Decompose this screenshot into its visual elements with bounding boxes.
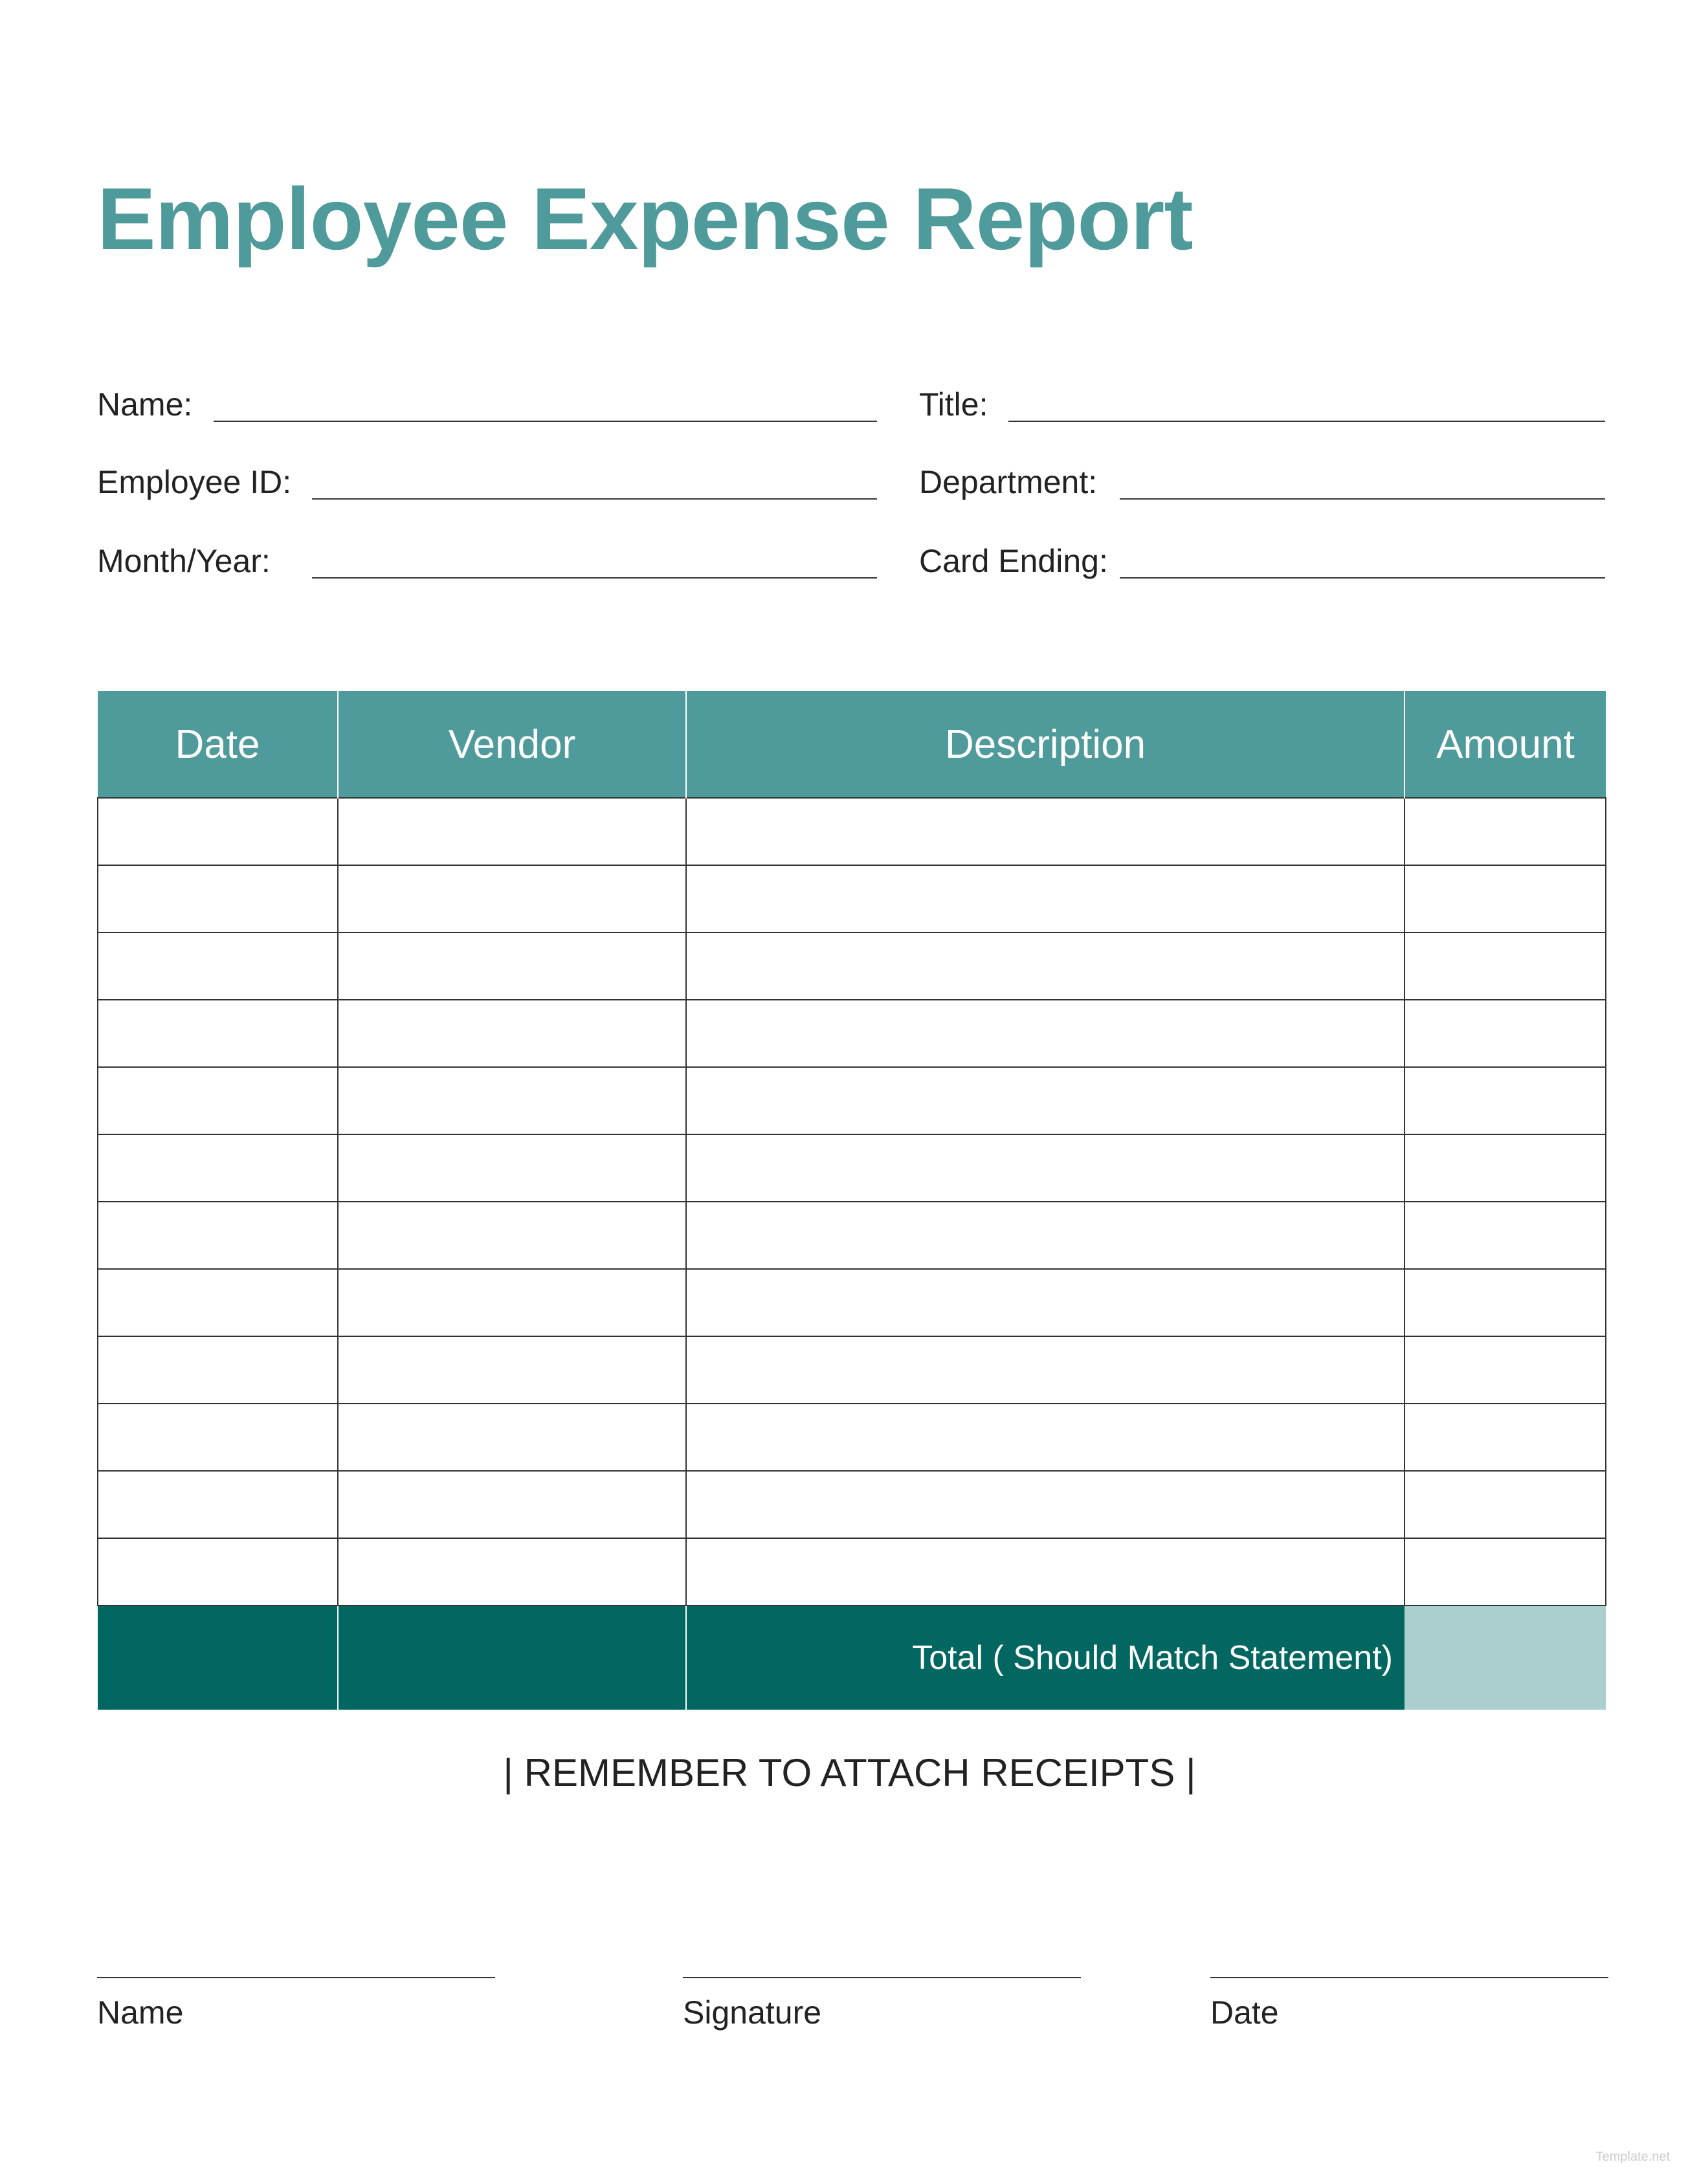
card-ending-field[interactable] (919, 538, 1605, 584)
row-cell-vendor[interactable] (338, 1202, 686, 1269)
row-cell-vendor[interactable] (338, 865, 686, 932)
receipts-reminder: | REMEMBER TO ATTACH RECEIPTS | (503, 1751, 1196, 1794)
table-row (98, 798, 1606, 865)
row-cell-vendor[interactable] (338, 1134, 686, 1202)
header-amount: Amount (1405, 691, 1606, 798)
month-year-field[interactable] (97, 538, 877, 584)
signature-name-block (97, 1977, 495, 2035)
card-ending-line[interactable] (1120, 577, 1605, 579)
name-field[interactable] (97, 382, 877, 427)
row-cell-vendor[interactable] (338, 1067, 686, 1134)
expense-table (97, 691, 1606, 1710)
row-cell-date[interactable] (98, 865, 338, 932)
title-label: Title: (919, 386, 988, 423)
row-cell-date[interactable] (98, 932, 338, 1000)
table-row (98, 1134, 1606, 1202)
row-cell-vendor[interactable] (338, 1471, 686, 1538)
row-cell-description[interactable] (686, 1471, 1405, 1538)
row-cell-vendor[interactable] (338, 1538, 686, 1605)
row-cell-description[interactable] (686, 932, 1405, 1000)
employee-id-label: Employee ID: (97, 464, 292, 500)
table-header-row (98, 691, 1606, 798)
table-row (98, 1000, 1606, 1067)
row-cell-amount[interactable] (1405, 1000, 1606, 1067)
total-row (98, 1605, 1606, 1710)
table-row (98, 1404, 1606, 1471)
row-cell-description[interactable] (686, 1000, 1405, 1067)
header-date: Date (98, 691, 338, 798)
row-cell-amount[interactable] (1405, 1269, 1606, 1336)
signature-date-label: Date (1210, 1994, 1279, 2031)
total-cell-date (98, 1605, 338, 1710)
signature-date-block (1210, 1977, 1608, 2035)
month-year-line[interactable] (312, 577, 877, 579)
signature-date-line[interactable] (1210, 1977, 1608, 1978)
table-row (98, 865, 1606, 932)
row-cell-amount[interactable] (1405, 1067, 1606, 1134)
row-cell-amount[interactable] (1405, 932, 1606, 1000)
table-row (98, 1336, 1606, 1404)
title-line[interactable] (1008, 421, 1605, 422)
row-cell-description[interactable] (686, 1202, 1405, 1269)
row-cell-amount[interactable] (1405, 1336, 1606, 1404)
table-row (98, 932, 1606, 1000)
signature-sign-label: Signature (683, 1994, 822, 2031)
row-cell-description[interactable] (686, 1538, 1405, 1605)
row-cell-vendor[interactable] (338, 1000, 686, 1067)
row-cell-description[interactable] (686, 1134, 1405, 1202)
row-cell-description[interactable] (686, 865, 1405, 932)
signature-name-label: Name (97, 1994, 184, 2031)
row-cell-date[interactable] (98, 1269, 338, 1336)
row-cell-amount[interactable] (1405, 798, 1606, 865)
row-cell-description[interactable] (686, 1269, 1405, 1336)
page-title: Employee Expense Report (97, 170, 1193, 268)
table-body (98, 798, 1606, 1605)
row-cell-vendor[interactable] (338, 1336, 686, 1404)
row-cell-description[interactable] (686, 798, 1405, 865)
table-row (98, 1471, 1606, 1538)
row-cell-vendor[interactable] (338, 1404, 686, 1471)
signature-name-line[interactable] (97, 1977, 495, 1978)
signature-sign-line[interactable] (683, 1977, 1081, 1978)
employee-id-field[interactable] (97, 459, 877, 505)
table-row (98, 1269, 1606, 1336)
row-cell-date[interactable] (98, 1471, 338, 1538)
row-cell-date[interactable] (98, 1134, 338, 1202)
signature-sign-block (683, 1977, 1081, 2035)
row-cell-vendor[interactable] (338, 798, 686, 865)
total-amount-cell[interactable] (1405, 1605, 1606, 1710)
row-cell-date[interactable] (98, 1404, 338, 1471)
row-cell-description[interactable] (686, 1067, 1405, 1134)
row-cell-amount[interactable] (1405, 1538, 1606, 1605)
row-cell-date[interactable] (98, 1067, 338, 1134)
table-row (98, 1538, 1606, 1605)
name-line[interactable] (214, 421, 877, 422)
row-cell-amount[interactable] (1405, 1202, 1606, 1269)
header-vendor: Vendor (338, 691, 686, 798)
table-row (98, 1202, 1606, 1269)
total-cell-vendor (338, 1605, 686, 1710)
row-cell-amount[interactable] (1405, 1134, 1606, 1202)
row-cell-date[interactable] (98, 1202, 338, 1269)
row-cell-date[interactable] (98, 798, 338, 865)
row-cell-date[interactable] (98, 1336, 338, 1404)
department-field[interactable] (919, 459, 1605, 505)
row-cell-description[interactable] (686, 1404, 1405, 1471)
total-label: Total ( Should Match Statement) (686, 1605, 1405, 1710)
table-row (98, 1067, 1606, 1134)
watermark: Template.net (1595, 2150, 1670, 2164)
row-cell-description[interactable] (686, 1336, 1405, 1404)
name-label: Name: (97, 386, 193, 423)
title-field[interactable] (919, 382, 1605, 427)
month-year-label: Month/Year: (97, 543, 271, 579)
department-line[interactable] (1120, 498, 1605, 500)
row-cell-date[interactable] (98, 1000, 338, 1067)
row-cell-vendor[interactable] (338, 1269, 686, 1336)
card-ending-label: Card Ending: (919, 543, 1108, 579)
header-description: Description (686, 691, 1405, 798)
row-cell-vendor[interactable] (338, 932, 686, 1000)
row-cell-amount[interactable] (1405, 1471, 1606, 1538)
department-label: Department: (919, 464, 1098, 500)
row-cell-amount[interactable] (1405, 865, 1606, 932)
employee-id-line[interactable] (312, 498, 877, 500)
row-cell-date[interactable] (98, 1538, 338, 1605)
row-cell-amount[interactable] (1405, 1404, 1606, 1471)
